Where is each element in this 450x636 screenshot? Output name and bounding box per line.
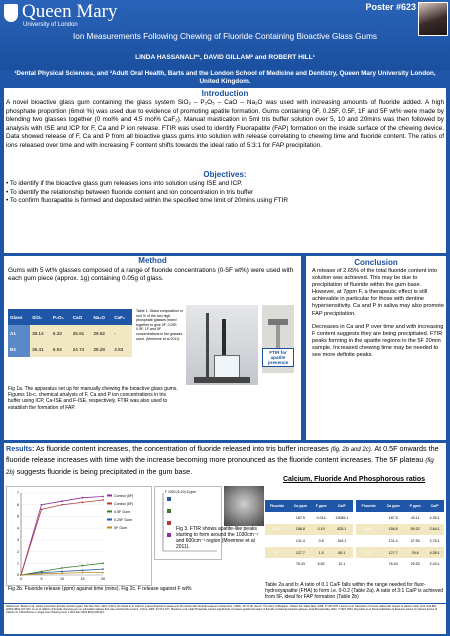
table-cell: 127.7 bbox=[289, 547, 312, 559]
conclusion-text bbox=[312, 268, 444, 365]
glass-composition-table bbox=[8, 309, 132, 357]
table-cell: 10.1 bbox=[331, 558, 353, 570]
data-point bbox=[41, 573, 43, 575]
table-header: Ca ppm bbox=[381, 500, 405, 512]
legend-label: Control (5F) bbox=[114, 494, 134, 498]
table-header: Ca/P bbox=[425, 500, 444, 512]
references-panel bbox=[4, 604, 446, 634]
y-tick-label: 4 bbox=[17, 526, 19, 531]
y-tick-label: 5 bbox=[17, 514, 19, 519]
table-header: Na₂O bbox=[91, 309, 112, 325]
data-point bbox=[82, 572, 84, 574]
table-row bbox=[265, 512, 353, 524]
data-point bbox=[41, 509, 43, 511]
table-cell: 0.8 bbox=[312, 535, 331, 547]
table-cell: 28.28 bbox=[91, 341, 112, 357]
intro-heading: Introduction bbox=[201, 89, 249, 98]
series-line bbox=[21, 500, 103, 575]
results-text bbox=[6, 444, 442, 478]
fig3-caption: Fig 3. FTIR shows apatite-like peaks starting to form around the 1030cm⁻¹ and 600cm⁻¹ region (Mneimne et al 2011). bbox=[176, 526, 259, 550]
table-header: P ppm bbox=[405, 500, 425, 512]
table-cell: 6.04 bbox=[51, 341, 71, 357]
objectives-heading: Objectives: bbox=[203, 170, 247, 179]
table-header: Fluoride bbox=[265, 500, 289, 512]
chart-point bbox=[167, 509, 171, 513]
table-header: Ca ppm bbox=[289, 500, 312, 512]
results-sentence: . At 0.5F onwards the fluoride release increases with time with the increase becoming more pronounced as the fluoride content increases. The 5F plateau bbox=[6, 444, 439, 465]
table-cell: 29.62 bbox=[91, 325, 112, 341]
table-cell: 2.43:1 bbox=[425, 558, 444, 570]
data-point bbox=[102, 496, 104, 498]
table-cell: 25.53 bbox=[405, 558, 425, 570]
table-cell: 0F bbox=[356, 512, 381, 524]
method-heading: Method bbox=[138, 256, 167, 265]
figure-ref: (fig. 2b and 2c) bbox=[330, 447, 371, 453]
y-tick-label: 7 bbox=[17, 491, 19, 496]
fig1a-caption: Fig 1a. The apparatus set up for manually chewing the bioactive glass gums. Figures 1b-c. chemical analysis of F, Ca and P ion concentrations in tris buffer using ICP, Ca-ISE and F-ISE, respectively. FTIR was also used to establish the formation of FAP. bbox=[8, 386, 178, 411]
table-cell: 156.8 bbox=[381, 524, 405, 536]
table-header: F ppm bbox=[312, 500, 331, 512]
table-cell: B2 bbox=[8, 341, 30, 357]
apparatus-photo bbox=[186, 305, 258, 385]
table-cell: 187.5 bbox=[289, 512, 312, 524]
data-point bbox=[61, 504, 63, 506]
table-cell: 0.5F bbox=[265, 535, 289, 547]
objective-item: • To confirm fluorapatite is formed and deposited within the specified time limit of 20mins using FTIR bbox=[6, 197, 289, 205]
table-cell: 43.11 bbox=[405, 512, 425, 524]
ca-p-ratio-table bbox=[356, 500, 444, 570]
legend-swatch bbox=[107, 495, 112, 497]
data-point bbox=[82, 501, 84, 503]
table-cell: 127.7 bbox=[381, 547, 405, 559]
university-logo-subtitle: University of London bbox=[23, 22, 78, 28]
table-cell: 0.5F bbox=[356, 535, 381, 547]
table-cell: 76.43 bbox=[381, 558, 405, 570]
y-tick-label: 0 bbox=[17, 573, 19, 578]
qmul-shield-icon bbox=[4, 4, 18, 22]
table-cell: 76.43 bbox=[289, 558, 312, 570]
results-sentence: suggests fluoride is being precipitated in the gum base. bbox=[14, 466, 193, 476]
table-cell: 85.1 bbox=[331, 547, 353, 559]
x-tick-label: 15 bbox=[80, 577, 85, 581]
fluoride-release-svg bbox=[7, 487, 151, 585]
table-cell: 0F bbox=[265, 512, 289, 524]
chart-point bbox=[167, 497, 171, 501]
table-row bbox=[265, 535, 353, 547]
table-cell: 164.1 bbox=[331, 535, 353, 547]
data-point bbox=[82, 569, 84, 571]
table-row bbox=[265, 547, 353, 559]
table-header: Fluoride bbox=[356, 500, 381, 512]
table-row bbox=[265, 558, 353, 570]
table-row bbox=[356, 512, 444, 524]
table-cell: 4.28:1 bbox=[425, 547, 444, 559]
intro-text: A novel bioactive glass gum containing the glass system SiO₂ – P₂O₅ – CaO – Na₂O was used with increasing amounts of fluoride added. A high phosphate proportion (6mol %) was used due to evidence of promoting apatite formation. Gums containing 0F, 0.25F, 0.5F, 1F and 5F wt% were made by blending two glasses together (0 mol% and 4.5 mol% CaF₂). Manual mastication in 5ml tris buffer solution over 5, 10 and 20mins was then followed by analysis with ISE and ICP for F, Ca and P ion release. FTIR was used to identify Fluorapatite (FAP) formation on the inside surface of the chewing device. Data showed release of F, Ca and P from all bioactive glass gums into solution with release correlating to chewing time and fluoride content. The ratios of ions released over time and with increasing F content shifts towards the ideal ratio of 5:3:1 for FAP precipitation. bbox=[6, 99, 444, 149]
table-row bbox=[356, 535, 444, 547]
table-row bbox=[356, 547, 444, 559]
table-cell: 1F bbox=[356, 547, 381, 559]
results-label: Results: bbox=[6, 444, 35, 453]
table-row bbox=[8, 325, 132, 341]
table-header: CaO bbox=[71, 309, 92, 325]
data-point bbox=[61, 500, 63, 502]
data-point bbox=[20, 574, 22, 576]
legend-swatch bbox=[107, 503, 112, 505]
table-row bbox=[8, 341, 132, 357]
table-header: CaF₂ bbox=[112, 309, 132, 325]
y-tick-label: 6 bbox=[17, 502, 19, 507]
table-cell: 0.25F bbox=[356, 524, 381, 536]
fluoride-release-chart bbox=[6, 486, 152, 586]
table-cell: 1F bbox=[265, 547, 289, 559]
table-cell: 131.4 bbox=[289, 535, 312, 547]
table-header: P₂O₅ bbox=[51, 309, 71, 325]
conclusion-heading: Conclusion bbox=[354, 258, 398, 267]
objective-item: • To identify if the bioactive glass gum releases ions into solution using ISE and ICP. bbox=[6, 180, 243, 187]
poster-number: Poster #623 bbox=[365, 2, 416, 12]
table-cell: 25.91 bbox=[71, 325, 92, 341]
table-cell: 29.6 bbox=[405, 547, 425, 559]
ftir-label: FTIR for apatite presence bbox=[262, 348, 294, 367]
ratios-heading: Calcium, Fluoride And Phosphorous ratios bbox=[282, 476, 426, 483]
table-row bbox=[356, 524, 444, 536]
fig2c-label: F 1000 (5-10)-5 ppm bbox=[165, 490, 197, 494]
legend-label: 0.25F Gum bbox=[114, 518, 132, 522]
table-cell: - bbox=[112, 325, 132, 341]
table-header: Ca/F bbox=[331, 500, 353, 512]
y-tick-label: 2 bbox=[17, 549, 19, 554]
table-cell: 0.25F bbox=[265, 524, 289, 536]
poster-authors: LINDA HASSANALI*¹, DAVID GILLAM² and ROBERT HILL¹ bbox=[135, 54, 315, 61]
table-cell: A1 bbox=[8, 325, 30, 341]
legend-swatch bbox=[107, 519, 112, 521]
table-cell: 825.1 bbox=[331, 524, 353, 536]
chart-point bbox=[167, 533, 171, 537]
table-cell: 2.64:1 bbox=[425, 524, 444, 536]
data-point bbox=[61, 567, 63, 569]
table-cell: 0.19 bbox=[312, 524, 331, 536]
legend-label: 0.5F Gum bbox=[114, 510, 130, 514]
data-point bbox=[82, 565, 84, 567]
legend-label: 0F Gum bbox=[114, 526, 127, 530]
poster-affiliation: ¹Dental Physical Sciences, and ²Adult Oral Health, Barts and the London School of Medicine and Dentistry, Queen Mary University London, United Kingdom. bbox=[14, 70, 436, 85]
data-point bbox=[102, 572, 104, 574]
x-tick-label: 0 bbox=[20, 577, 22, 581]
table-row bbox=[356, 558, 444, 570]
x-tick-label: 5 bbox=[40, 577, 43, 581]
ratio-tables-caption: Table 2a and b: A ratio of 0.1 Ca/F falls within the range needed for fluor-hydroxyapatite (FHA) to form i.e. 0-0.2 (Table 2a). A ratio of 3:1 Ca/P is achieved from 5F, ideal for FAP formation (Table 2b) bbox=[265, 582, 444, 600]
data-point bbox=[102, 562, 104, 564]
conclusion-paragraph: A release of 2.65% of the total fluoride content into solution was achieved. This may be due to precipitation of fluoride within the gum base. However, at 7ppm F, a therapeutic effect is still achievable in particular for those with dentine hypersensitivity. Ca and P in saliva may also promote FAP precipitation. bbox=[312, 268, 444, 317]
chart-point bbox=[167, 521, 171, 525]
university-logo-text: Queen Mary bbox=[22, 1, 118, 22]
table-cell: 36.41 bbox=[30, 341, 51, 357]
data-point bbox=[61, 572, 63, 574]
fig2-caption: Fig 2b. Fluoride release (ppm) against time (mins). Fig 2c. F release against F wt% bbox=[8, 586, 192, 592]
table-cell: 24.74 bbox=[71, 341, 92, 357]
table-cell: 1.5 bbox=[312, 547, 331, 559]
data-point bbox=[61, 571, 63, 573]
table-cell: 6.33 bbox=[51, 325, 71, 341]
figure-ref: (fig 2b) bbox=[6, 458, 434, 476]
data-point bbox=[41, 504, 43, 506]
table-cell: 5F bbox=[265, 558, 289, 570]
table-cell: 187.5 bbox=[381, 512, 405, 524]
objective-item: • To identify the relationship between fluoride content and ion concentration in tris buffer bbox=[6, 188, 254, 196]
table-cell: 4.53 bbox=[112, 341, 132, 357]
table-cell: 2.76:1 bbox=[425, 535, 444, 547]
table-cell: 156.8 bbox=[289, 524, 312, 536]
y-tick-label: 1 bbox=[17, 561, 19, 566]
table-header: Glass bbox=[8, 309, 30, 325]
data-point bbox=[82, 497, 84, 499]
poster-title: Ion Measurements Following Chewing of Fluoride Containing Bioactive Glass Gums bbox=[73, 32, 377, 41]
x-tick-label: 10 bbox=[60, 577, 64, 581]
table-header: SiO₂ bbox=[30, 309, 51, 325]
table-cell: 5F bbox=[356, 558, 381, 570]
table-cell: 13089.1 bbox=[331, 512, 353, 524]
table-cell: 6.82 bbox=[312, 558, 331, 570]
table-cell: 4.35:1 bbox=[425, 512, 444, 524]
legend-swatch bbox=[107, 527, 112, 529]
results-sentence: As fluoride content increases, the concentration of fluoride released into tris buffer increases bbox=[34, 444, 331, 453]
author-photo bbox=[418, 2, 448, 36]
legend-label: Control (5F) bbox=[114, 502, 134, 506]
table-cell: 59.32 bbox=[405, 524, 425, 536]
data-point bbox=[102, 568, 104, 570]
table-cell: 0.014 bbox=[312, 512, 331, 524]
method-text: Gums with 5 wt% glasses composed of a range of fluoride concentrations (0-5F wt%) were used with each gum piece (approx. 1g) containing 0.05g of glass. bbox=[8, 267, 294, 283]
legend-swatch bbox=[107, 511, 112, 513]
data-point bbox=[102, 499, 104, 501]
table-cell: 131.4 bbox=[381, 535, 405, 547]
ftir-spectrum-image bbox=[224, 486, 264, 526]
table1-caption: Table 1. Glass composition in mol % of the two high phosphate glasses mixed together to give 0F, 0.25F, 0.5F, 1F and 5F concentrations in the glasses used. (Mneimne et al 2011) bbox=[136, 309, 183, 341]
conclusion-paragraph: Decreases in Ca and P over time and with increasing F content suggests they are being precipitated. FTIR peaks forming in the apatite regions in the 5F 20min sample. Increased chewing time may be needed to see more definite peaks. bbox=[312, 323, 444, 359]
ca-f-ratio-table bbox=[265, 500, 353, 570]
references-text: References: Bowen et al. Caries prevention-fluoride reaction paper, Adv Dent Res. 1991; 5:46-9. De Paola et al. CaF2 in enamel biopsies 6 weeks and 18 months after fluoride treatment Caries Res. (1981), 20-27-36. Hench. The Story of Bioglass, J Mater Sci: Mater Med. 2006; 17:967-978. Lennon et al. Saturation of human saliva with respect to calcium salts. Arch Oral Biol. (2003) 48(4):317-322. Lin et al. Effects of fluoride chewing gum on stimulated salivary flow rate and fluoride content, J Dent. 2004; 32:S71-S77. Mneimne et al. High Phosphate content significantly increases apatite formation of fluoride containing bioactive glasses, Acta Biomaterialia, 2011; 7:1827-1834. Reynolds et al. Remineralization of Enamel Lesions by Various Forms of Calcium in a Mouthrinse or Sugar-free Chewing Gum J Dent Res 2003 82(3):206-211. bbox=[6, 605, 438, 615]
x-tick-label: 20 bbox=[101, 577, 105, 581]
table-cell: 38.14 bbox=[30, 325, 51, 341]
objectives-list bbox=[6, 180, 444, 206]
y-tick-label: 3 bbox=[17, 538, 19, 543]
table-cell: 47.55 bbox=[405, 535, 425, 547]
table-row bbox=[265, 524, 353, 536]
